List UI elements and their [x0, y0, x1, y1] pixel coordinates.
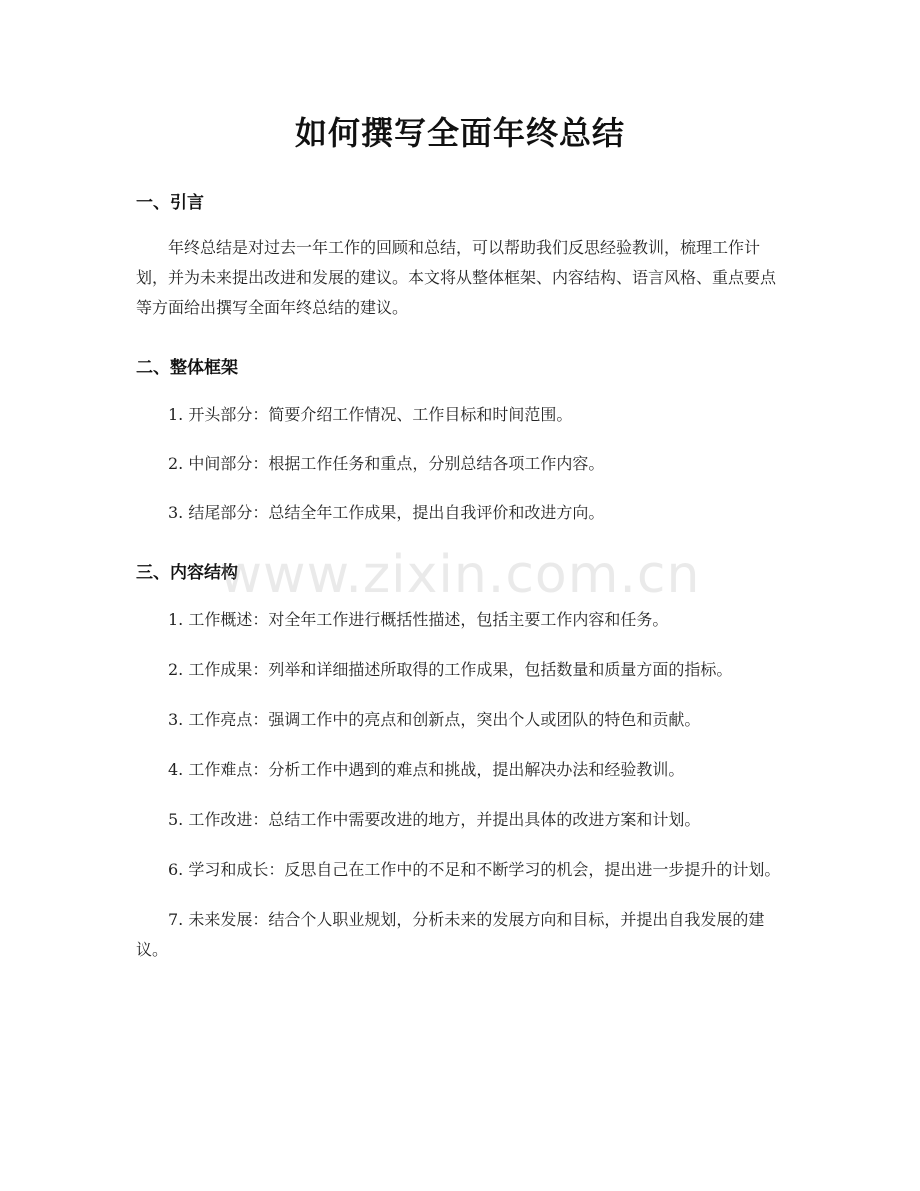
- list-item: 2. 中间部分：根据工作任务和重点，分别总结各项工作内容。: [168, 454, 605, 473]
- list-item: 3. 结尾部分：总结全年工作成果，提出自我评价和改进方向。: [168, 503, 605, 522]
- document-body: [136, 188, 786, 965]
- section-content-structure: [136, 558, 786, 965]
- document-title: 如何撰写全面年终总结: [294, 114, 625, 152]
- section-introduction: [136, 188, 786, 323]
- intro-paragraph: 年终总结是对过去一年工作的回顾和总结，可以帮助我们反思经验教训，梳理工作计划，并为未来提出改进和发展的建议。本文将从整体框架、内容结构、语言风格、重点要点等方面给出撰写全面年终总结的建议。: [136, 238, 777, 317]
- structure-list: [136, 605, 786, 965]
- section-heading: 二、整体框架: [136, 358, 238, 378]
- list-item: 5. 工作改进：总结工作中需要改进的地方，并提出具体的改进方案和计划。: [168, 810, 701, 829]
- section-overall-framework: [136, 353, 786, 528]
- list-item: 6. 学习和成长：反思自己在工作中的不足和不断学习的机会，提出进一步提升的计划。: [168, 860, 781, 879]
- framework-list: [136, 400, 786, 528]
- section-heading: 三、内容结构: [136, 563, 238, 583]
- list-item: 3. 工作亮点：强调工作中的亮点和创新点，突出个人或团队的特色和贡献。: [168, 710, 701, 729]
- watermark: www.zixin.com.cn: [219, 545, 701, 605]
- list-item: 2. 工作成果：列举和详细描述所取得的工作成果，包括数量和质量方面的指标。: [168, 660, 733, 679]
- list-item: 4. 工作难点：分析工作中遇到的难点和挑战，提出解决办法和经验教训。: [168, 760, 685, 779]
- list-item: 1. 开头部分：简要介绍工作情况、工作目标和时间范围。: [168, 405, 573, 424]
- list-item: 1. 工作概述：对全年工作进行概括性描述，包括主要工作内容和任务。: [168, 610, 669, 629]
- list-item: 7. 未来发展：结合个人职业规划，分析未来的发展方向和目标，并提出自我发展的建议。: [136, 910, 765, 959]
- section-heading: 一、引言: [136, 193, 204, 213]
